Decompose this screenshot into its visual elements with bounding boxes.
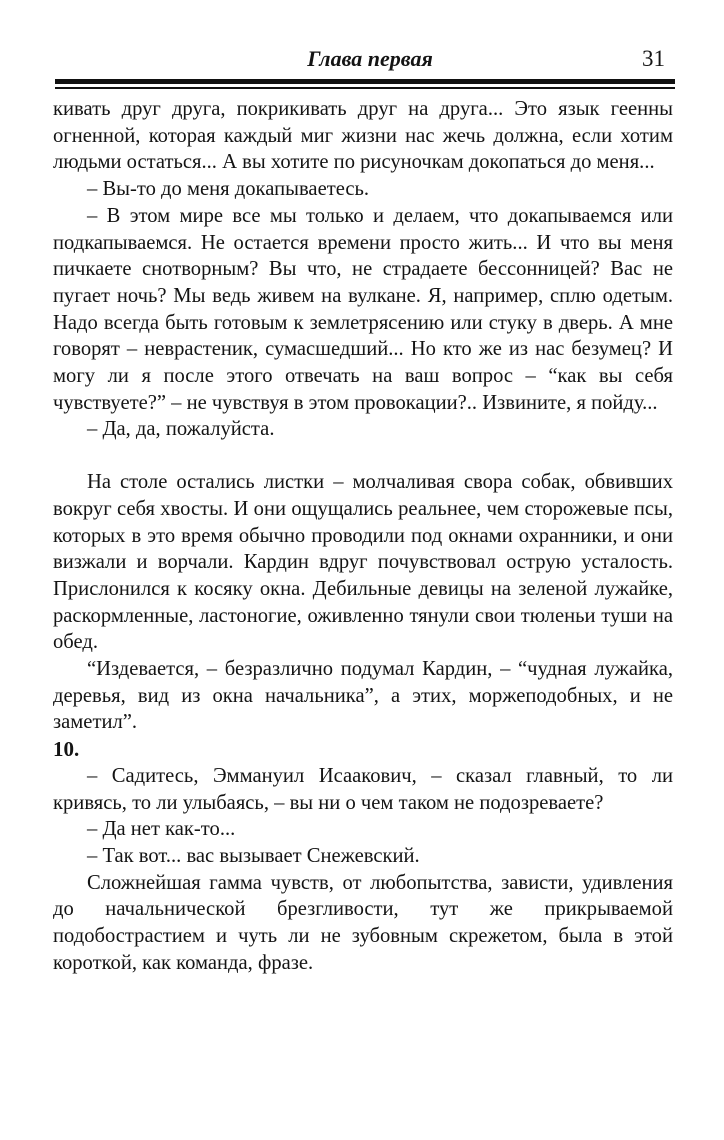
chapter-title: Глава первая	[307, 46, 433, 71]
paragraph: “Издевается, – безразлично подумал Кардин, – “чудная лужайка, деревья, вид из окна начальника”, а этих, моржеподобных, и не заметил”.	[53, 658, 673, 734]
paragraph: – Вы-то до меня докапываетесь.	[87, 178, 370, 201]
paragraph: – В этом мире все мы только и делаем, что докапываемся или подкапываемся. Не остается времени просто жить... И что вы меня пичкаете снотворным? Вы что, не страдаете бессонницей? Вас не пугает ночь? Мы ведь живем на вулкане. Я, например, сплю одетым. Надо всегда быть готовым к землетрясению или стуку в дверь. А мне говорят – неврастеник, сумасшедший... Но кто же из нас безумец? И могу ли я после этого отвечать на ваш вопрос – “как вы себя чувствуете?” – не чувствуя в этом провокации?.. Извините, я пойду...	[53, 204, 673, 414]
paragraph: Сложнейшая гамма чувств, от любопытства, зависти, удивления до начальнической брезгливости, тут же прикрываемой подобострастием и чуть ли не зубовным скрежетом, была в этой короткой, как команда, фразе.	[53, 871, 673, 974]
running-header	[55, 38, 675, 78]
header-rule-thin	[55, 87, 675, 89]
paragraph: кивать друг друга, покрикивать друг на друга... Это язык геенны огненной, которая каждый миг жизни нас жечь должна, если хотим людьми остаться... А вы хотите по рисуночкам докопаться до меня...	[53, 98, 673, 174]
paragraph: – Да нет как-то...	[87, 818, 236, 841]
paragraph: На столе остались листки – молчаливая свора собак, обвивших вокруг себя хвосты. И они ощущались реальнее, чем сторожевые псы, которых в это время обычно проводили под окнами охранники, и они визжали и ворчали. Кардин вдруг почувствовал острую усталость. Прислонился к косяку окна. Дебильные девицы на зеленой лужайке, раскормленные, ластоногие, оживленно тянули свои тюленьи туши на обед.	[53, 471, 673, 654]
paragraph: – Да, да, пожалуйста.	[87, 418, 275, 441]
section-number: 10.	[53, 737, 80, 762]
body-text	[53, 96, 673, 977]
header-rule-thick	[55, 79, 675, 84]
paragraph: – Так вот... вас вызывает Снежевский.	[87, 844, 420, 867]
section-break	[53, 443, 673, 469]
paragraph: – Садитесь, Эммануил Исаакович, – сказал главный, то ли кривясь, то ли улыбаясь, – вы ни о чем таком не подозреваете?	[53, 764, 673, 814]
page-number: 31	[642, 46, 665, 71]
